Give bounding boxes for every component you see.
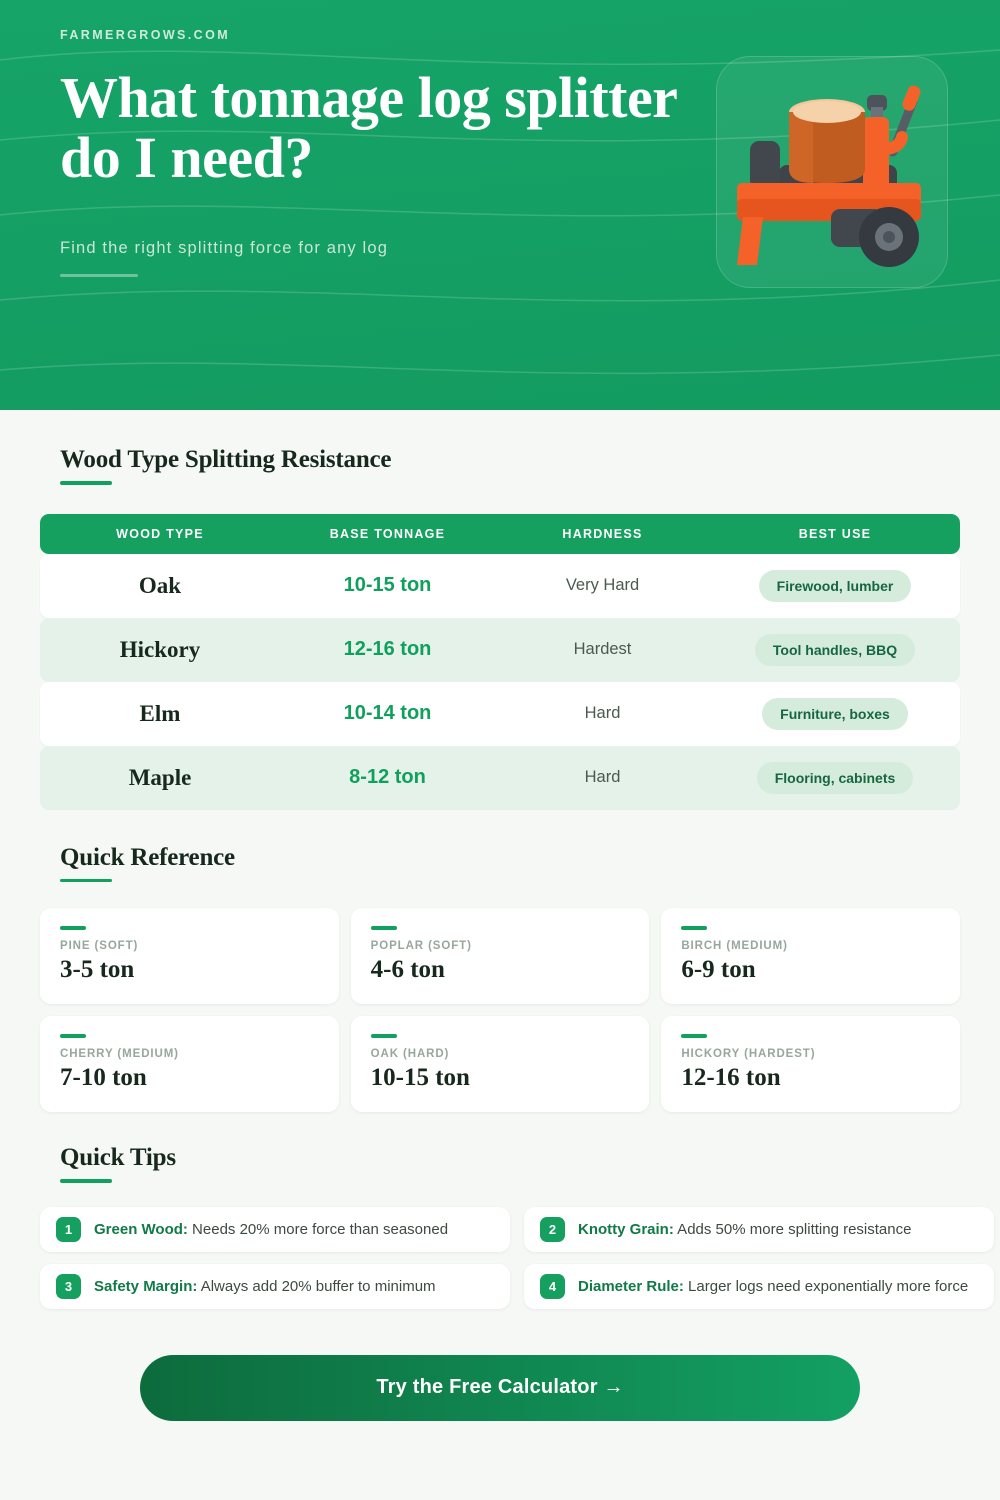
cell-hardness: Hard: [584, 768, 621, 786]
table-row: [40, 618, 960, 682]
quick-reference-title: Quick Reference: [60, 843, 235, 871]
page-subtitle: Find the right splitting force for any log: [60, 239, 389, 258]
card-accent-bar: [681, 1034, 707, 1038]
cell-base-tonnage: 8-12 ton: [349, 766, 426, 788]
tip-term: Safety Margin:: [94, 1277, 198, 1295]
table-row: [40, 746, 960, 810]
cell-wood-type: Oak: [138, 572, 182, 598]
card-accent-bar: [60, 926, 86, 930]
tip-term: Knotty Grain:: [578, 1220, 674, 1238]
card-value: 10-15 ton: [370, 1064, 470, 1091]
quick-reference-card: [661, 908, 960, 1004]
tip-card: [40, 1207, 510, 1252]
card-value: 4-6 ton: [370, 956, 445, 983]
card-value: 12-16 ton: [681, 1064, 781, 1091]
column-header-wood-type: WOOD TYPE: [116, 526, 204, 541]
header-banner: [0, 0, 1000, 410]
log-splitter-icon: [717, 57, 949, 289]
tip-body: Needs 20% more force than seasoned: [187, 1220, 449, 1238]
card-accent-bar: [371, 926, 397, 930]
table-header-row: [40, 514, 960, 554]
quick-reference-card: [661, 1016, 960, 1112]
cell-base-tonnage: 10-14 ton: [343, 702, 432, 724]
cell-base-tonnage: 10-15 ton: [343, 574, 432, 596]
cell-hardness: Hard: [584, 704, 621, 722]
tip-number-badge: 1: [56, 1217, 81, 1242]
column-header-best-use: BEST USE: [798, 526, 872, 541]
column-header-base-tonnage: BASE TONNAGE: [329, 526, 446, 541]
brand-wordmark: FARMERGROWS.COM: [60, 28, 231, 42]
cell-wood-type: Maple: [128, 764, 192, 790]
quick-tips-title: Quick Tips: [60, 1144, 176, 1171]
log-splitter-illustration-card: [716, 56, 948, 288]
card-label: PINE (SOFT): [60, 940, 139, 952]
tip-card: [40, 1264, 510, 1309]
page-title: What tonnage log splitter do I need?: [60, 65, 677, 190]
quick-reference-rule: [60, 879, 112, 883]
tip-number-badge: 2: [540, 1217, 565, 1242]
subtitle-rule: [60, 274, 138, 277]
card-label: POPLAR (SOFT): [370, 940, 472, 952]
quick-tips-grid: [40, 1207, 994, 1309]
table-row: [40, 554, 960, 618]
tip-card: [524, 1207, 994, 1252]
cell-best-use-badge: Tool handles, BBQ: [755, 634, 915, 666]
tip-number-badge: 4: [540, 1274, 565, 1299]
tip-term: Diameter Rule:: [578, 1277, 684, 1295]
quick-reference-card: [40, 908, 339, 1004]
cell-base-tonnage: 12-16 ton: [343, 638, 432, 660]
quick-reference-grid: [40, 908, 960, 1112]
tip-body: Always add 20% buffer to minimum: [197, 1277, 436, 1295]
cta-container: [40, 1355, 960, 1421]
card-label: CHERRY (MEDIUM): [60, 1048, 179, 1060]
cell-wood-type: Hickory: [119, 636, 201, 662]
tip-body: Adds 50% more splitting resistance: [673, 1220, 912, 1238]
quick-tips-rule: [60, 1179, 112, 1183]
cell-wood-type: Elm: [139, 700, 181, 726]
tip-text: [94, 1278, 436, 1295]
card-value: 6-9 ton: [681, 956, 756, 983]
cell-best-use-badge: Firewood, lumber: [759, 570, 912, 602]
quick-tips-section: [40, 1112, 969, 1309]
cell-hardness: Hardest: [573, 640, 632, 658]
tip-text: [94, 1221, 448, 1238]
card-label: OAK (HARD): [370, 1048, 450, 1060]
card-label: BIRCH (MEDIUM): [681, 940, 788, 952]
cell-best-use-badge: Furniture, boxes: [762, 698, 908, 730]
table-row: [40, 682, 960, 746]
quick-reference-section: [40, 810, 960, 1113]
column-header-hardness: HARDNESS: [562, 526, 643, 541]
card-accent-bar: [60, 1034, 86, 1038]
cell-best-use-badge: Flooring, cabinets: [757, 762, 914, 794]
body-content: [0, 410, 1000, 1421]
tip-card: [524, 1264, 994, 1309]
card-value: 3-5 ton: [60, 956, 135, 983]
tip-body: Larger logs need exponentially more force: [683, 1277, 969, 1295]
quick-reference-card: [40, 1016, 339, 1112]
tip-number-badge: 3: [56, 1274, 81, 1299]
tip-term: Green Wood:: [94, 1220, 188, 1238]
table-section: [40, 410, 960, 810]
tip-text: [578, 1221, 911, 1238]
wood-resistance-table: [40, 514, 960, 810]
card-value: 7-10 ton: [60, 1064, 147, 1091]
card-accent-bar: [681, 926, 707, 930]
table-section-title: Wood Type Splitting Resistance: [60, 446, 392, 473]
cell-hardness: Very Hard: [565, 576, 640, 594]
card-accent-bar: [371, 1034, 397, 1038]
try-calculator-button[interactable]: Try the Free Calculator →: [140, 1355, 860, 1421]
quick-reference-card: [351, 908, 650, 1004]
tip-text: [578, 1278, 968, 1295]
table-section-rule: [60, 481, 112, 485]
card-label: HICKORY (HARDEST): [681, 1048, 816, 1060]
quick-reference-card: [351, 1016, 650, 1112]
